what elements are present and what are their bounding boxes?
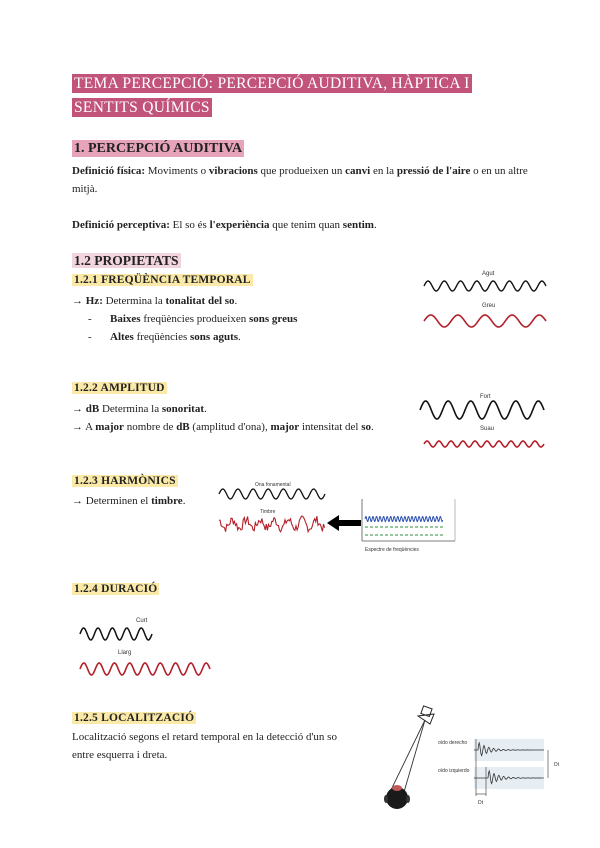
frequencia-line-hz: → Hz: Determina la tonalitat del so. — [72, 295, 238, 307]
wave-low-amplitude — [424, 441, 544, 447]
fig-caption-espectre: Espectre de freqüències — [365, 547, 419, 553]
spectrum-box — [362, 499, 455, 541]
spectrum-harmonics — [365, 517, 443, 522]
fig-label-oido-izquierdo: oïdo izquierdo — [438, 768, 470, 774]
head-icon — [384, 785, 410, 809]
frequency-figure — [420, 266, 550, 336]
fig-label-dt-bottom: Dt — [478, 800, 483, 806]
section-heading-percepcio-auditiva: 1. PERCEPCIÓ AUDITIVA — [74, 141, 243, 156]
wave-high-frequency — [424, 281, 546, 291]
amplitud-line-major: → A major nombre de dB (amplitud d'ona), major intensitat del so. — [72, 421, 374, 433]
fig-label-agut: Agut — [482, 271, 495, 277]
localitzacio-line-2: entre esquerra i dreta. — [72, 749, 168, 761]
fig-label-oido-derecho: oïdo derecho — [438, 740, 468, 746]
subheading-localitzacio: 1.2.5 LOCALITZACIÓ — [74, 712, 195, 724]
harmonics-figure — [215, 479, 460, 557]
title-line-2: SENTITS QUÍMICS — [74, 99, 210, 116]
arrow-icon — [327, 515, 361, 531]
document-title — [72, 72, 528, 120]
title-line-1: TEMA PERCEPCIÓ: PERCEPCIÓ AUDITIVA, HÀPTICA I — [74, 75, 470, 92]
fig-label-fonamental: Ona fonamental — [255, 482, 291, 488]
subheading-duracio: 1.2.4 DURACIÓ — [74, 583, 158, 595]
fig-label-fort: Fort — [480, 394, 491, 400]
wave-low-frequency — [424, 315, 546, 327]
fig-label-dt-right: Dt — [554, 762, 559, 768]
amplitude-figure — [418, 390, 548, 456]
duration-figure — [76, 614, 216, 682]
fig-label-llarg: Llarg — [118, 650, 132, 656]
fig-label-greu: Greu — [482, 303, 496, 309]
fig-label-curt: Curt — [136, 618, 148, 624]
wave-fundamental — [219, 489, 325, 499]
interaural-delay-figure — [436, 736, 574, 808]
frequencia-bullet-baixes: - Baixes freqüències produeixen sons greus — [88, 313, 298, 325]
fig-label-suau: Suau — [480, 426, 495, 432]
subheading-amplitud: 1.2.2 AMPLITUD — [74, 382, 165, 394]
frequencia-bullet-altes: - Altes freqüències sons aguts. — [88, 331, 241, 343]
wave-complex-timbre — [219, 516, 325, 532]
amplitud-line-db: → dB Determina la sonoritat. — [72, 403, 207, 415]
subheading-harmonics: 1.2.3 HARMÒNICS — [74, 475, 176, 487]
fig-label-timbre: Timbre — [260, 509, 276, 515]
definition-perceptive: Definició perceptiva: El so és l'experiència que tenim quan sentim. — [72, 219, 377, 231]
subheading-frequencia: 1.2.1 FREQÜÈNCIA TEMPORAL — [74, 274, 251, 286]
definition-physical: Definició física: Moviments o vibracions que produeixen un canvi en la pressió de l'aire o en un altre mitjà. — [72, 165, 528, 195]
wave-high-amplitude — [420, 401, 544, 419]
wave-long-duration — [80, 663, 210, 675]
wave-short-duration — [80, 628, 152, 640]
section-heading-propietats: 1.2 PROPIETATS — [74, 253, 179, 268]
harmonics-line-timbre: → Determinen el timbre. — [72, 495, 186, 507]
head-speaker-figure — [370, 700, 445, 820]
localitzacio-line-1: Localització segons el retard temporal en la detecció d'un so — [72, 731, 337, 743]
speaker-icon — [418, 706, 434, 724]
